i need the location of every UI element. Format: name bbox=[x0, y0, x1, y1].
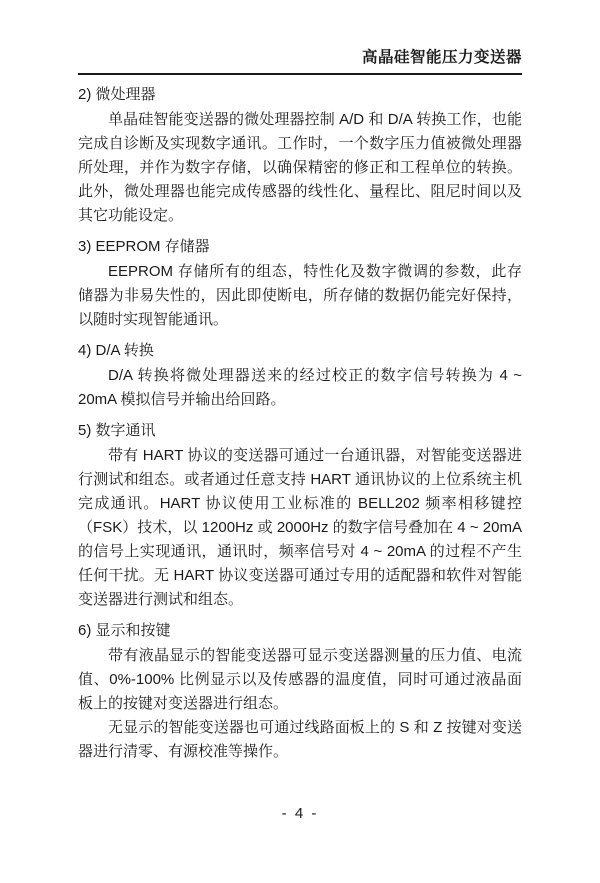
section-heading: 6) 显示和按键 bbox=[78, 622, 171, 639]
section-da-conversion bbox=[78, 339, 522, 412]
section-heading: 3) EEPROM 存储器 bbox=[78, 238, 210, 255]
running-header-title: 高晶硅智能压力变送器 bbox=[361, 49, 522, 66]
section-heading: 5) 数字通讯 bbox=[78, 422, 156, 439]
section-digital-communication bbox=[78, 419, 522, 612]
section-paragraph: 无显示的智能变送器也可通过线路面板上的 S 和 Z 按键对变送器进行清零、有源校准等操作。 bbox=[78, 719, 522, 760]
section-paragraph: 带有液晶显示的智能变送器可显示变送器测量的压力值、电流值、0%-100% 比例显示以及传感器的温度值，同时可通过液晶面板上的按键对变送器进行组态。 bbox=[78, 647, 522, 712]
section-heading: 4) D/A 转换 bbox=[78, 342, 154, 359]
section-paragraph: EEPROM 存储所有的组态，特性化及数字微调的参数，此存储器为非易失性的，因此即使断电，所存储的数据仍能完好保持，以随时实现智能通讯。 bbox=[78, 263, 522, 328]
section-paragraph: 单晶硅智能变送器的微处理器控制 A/D 和 D/A 转换工作，也能完成自诊断及实现数字通讯。工作时，一个数字压力值被微处理器所处理，并作为数字存储，以确保精密的修正和工程单位的转换。此外，微处理器也能完成传感器的线性化、量程比、阻尼时间以及其它功能设定。 bbox=[78, 111, 522, 224]
section-display-and-buttons bbox=[78, 619, 522, 764]
page-footer bbox=[0, 805, 600, 823]
section-microprocessor bbox=[78, 83, 522, 228]
section-eeprom bbox=[78, 235, 522, 332]
section-heading: 2) 微处理器 bbox=[78, 86, 156, 103]
page-header bbox=[78, 48, 522, 75]
page-number: - 4 - bbox=[281, 805, 319, 822]
section-paragraph: 带有 HART 协议的变送器可通过一台通讯器，对智能变送器进行测试和组态。或者通过任意支持 HART 通讯协议的上位系统主机完成通讯。HART 协议使用工业标准的 BELL202 频率相移键控（FSK）技术，以 1200Hz 或 2000Hz 的数字信号叠加在 4 ~ 20mA 的信号上实现通讯，通讯时，频率信号对 4 ~ 20mA 的过程不产生任何干扰。无 HART 协议变送器可通过专用的适配器和软件对智能变送器进行测试和组态。 bbox=[78, 447, 522, 608]
section-paragraph: D/A 转换将微处理器送来的经过校正的数字信号转换为 4 ~ 20mA 模拟信号并输出给回路。 bbox=[78, 367, 522, 408]
page-content bbox=[78, 48, 522, 764]
